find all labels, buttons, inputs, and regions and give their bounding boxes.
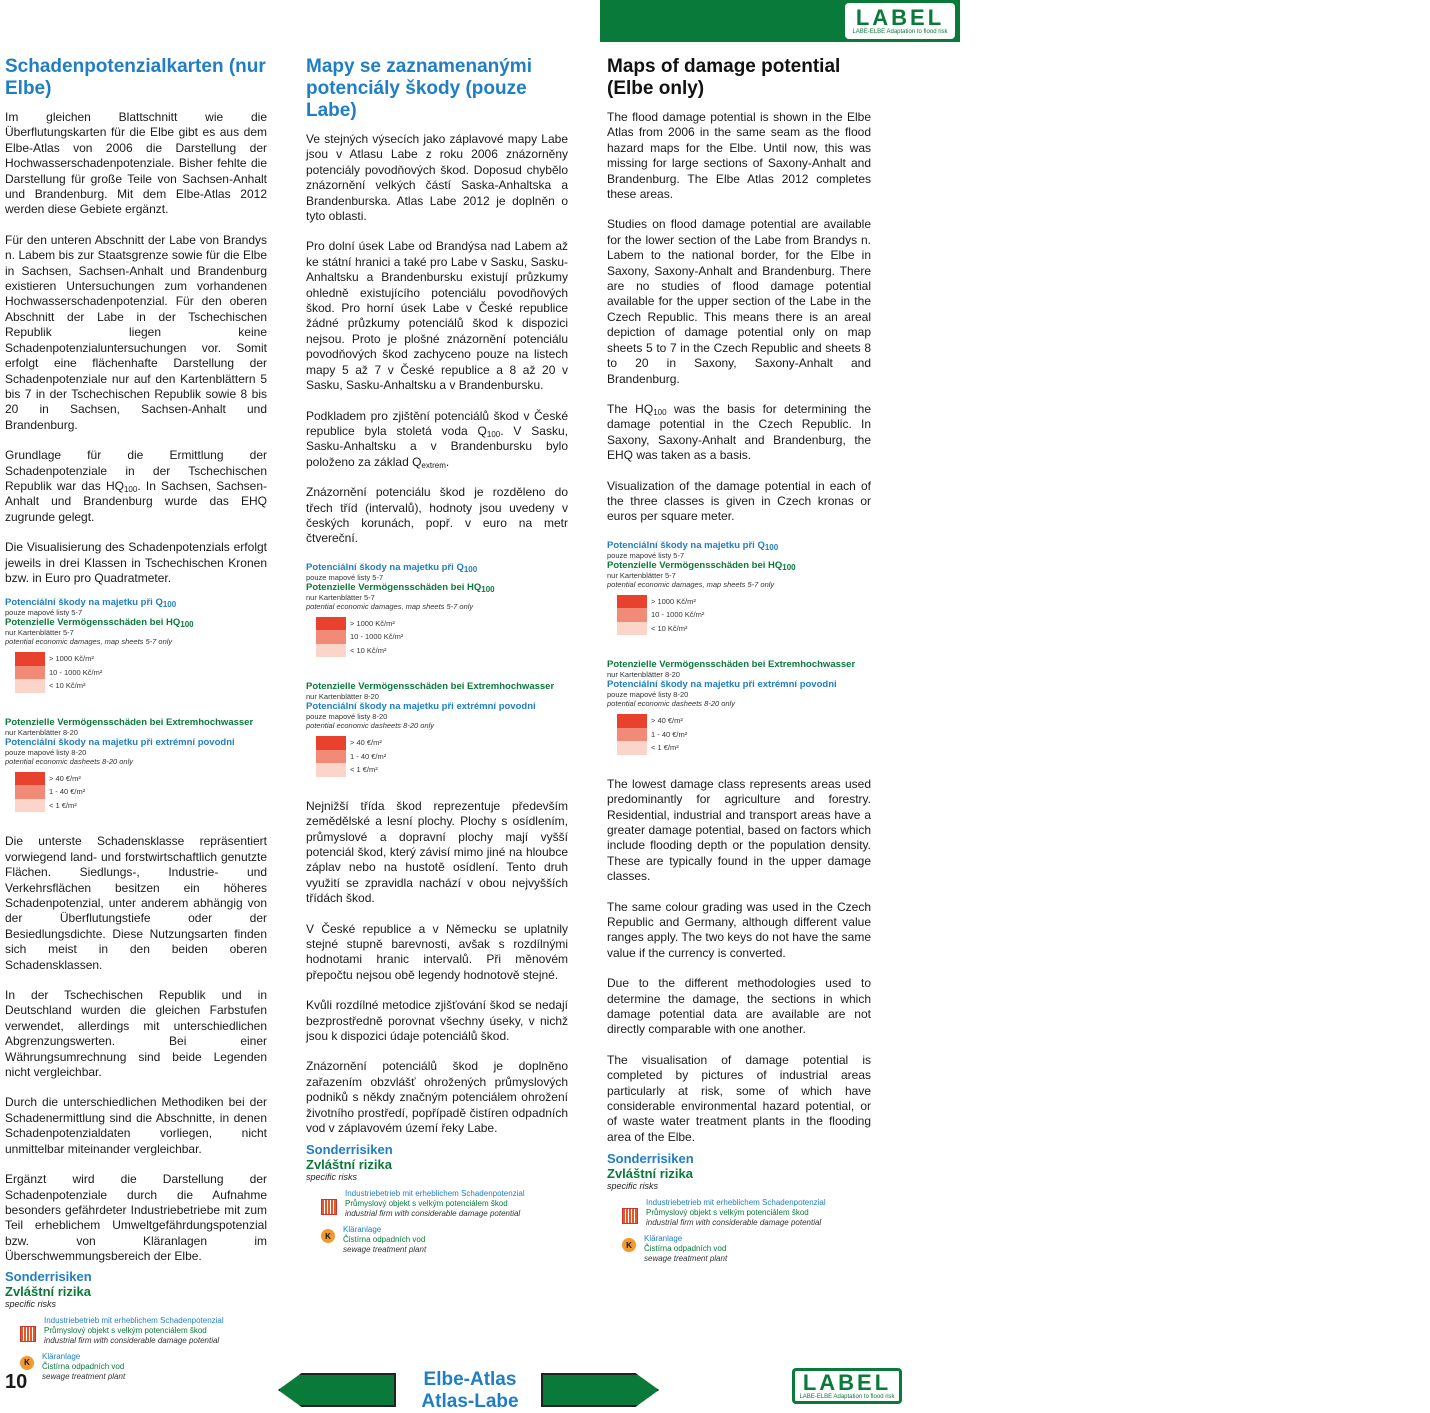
title-english: Maps of damage potential (Elbe only) xyxy=(607,56,841,99)
paragraph: Znázornění potenciálu škod je rozděleno do třech tříd (intervalů), hodnoty jsou uvedeny v českých korunách, popř. v euro na metr čtvereční. xyxy=(306,485,568,546)
swatch-mid xyxy=(316,630,346,644)
specific-risks-legend: Sonderrisiken Zvláštní rizika specific risks Industriebetrieb mit erheblichem Schadenpotenzial Průmyslový objekt s velkým potenciálem škod industrial firm with considerable damage potential K Kläranlage Čistírna odpadních vod sewage treatment plant xyxy=(607,1151,826,1264)
paragraph: Studies on flood damage potential are available for the lower section of the Labe from Brandys n. Labem to the national border, for the Elbe in Saxony, Saxony-Anhalt and Brandenburg. There are no studies of flood damage potential available for the upper section of the Labe in the Czech Republic. This means there is an areal depiction of damage potential only on map sheets 5 to 7 in the Czech Republic and sheets 8 to 20 in Saxony, Saxony-Anhalt and Brandenburg. xyxy=(607,217,871,386)
swatch-mid xyxy=(617,728,647,742)
sewage-plant-icon: K xyxy=(321,1229,335,1243)
column-english xyxy=(607,56,871,1264)
column-czech xyxy=(306,56,568,1255)
label-logo[interactable]: LABEL LABE-ELBE Adaptation to flood risk xyxy=(845,3,955,39)
factory-icon xyxy=(321,1199,337,1215)
paragraph: The $HQ_{100}$ was the basis for determining the damage potential in the Czech Republic. In Saxony, Saxony-Anhalt and Brandenburg, the EHQ was taken as a basis. xyxy=(607,401,871,463)
legend-extreme: Potenzielle Vermögensschäden bei Extremhochwasser nur Kartenblätter 8-20 Potenciální škody na majetku při extrémní povodni pouze mapové listy 8-20 potential economic dasheets 8-20 only > 40 €/m² 1 - 40 €/m² < 1 €/m² xyxy=(5,717,267,813)
top-nav xyxy=(1212,9,1430,31)
swatch-high xyxy=(316,617,346,631)
paragraph: Kvůli rozdílné metodice zjišťování škod se nedají bezprostředně porovnat všechny úseky, v nichž jsou k dispozici údaje potenciálů škod. xyxy=(306,998,568,1044)
paragraph: The lowest damage class represents areas used predominantly for agriculture and forestry. Residential, industrial and transport areas have a greater damage potential, based on factors which include flooding depth or the population density. These are typically found in the upper damage classes. xyxy=(607,776,871,884)
swatch-mid xyxy=(316,750,346,764)
paragraph: Visualization of the damage potential in each of the three classes is given in Czech kronas or euros per square meter. xyxy=(607,478,871,524)
paragraph: Due to the different methodologies used to determine the damage, the sections in which damage potential data are available are not directly comparable with one another. xyxy=(607,976,871,1037)
nav-obsah[interactable]: Obsah xyxy=(1280,9,1340,30)
legend-extreme: Potenzielle Vermögensschäden bei Extremhochwasser nur Kartenblätter 8-20 Potenciální škody na majetku při extrémní povodni pouze mapové listy 8-20 potential economic dasheets 8-20 only > 40 €/m² 1 - 40 €/m² < 1 €/m² xyxy=(607,659,871,755)
swatch-high xyxy=(617,595,647,609)
specific-risks-legend: Sonderrisiken Zvláštní rizika specific risks Industriebetrieb mit erheblichem Schadenpotenzial Průmyslový objekt s velkým potenciálem škod industrial firm with considerable damage potential K Kläranlage Čistírna odpadních vod sewage treatment plant xyxy=(306,1142,525,1255)
paragraph: Durch die unterschiedlichen Methodiken bei der Schadenermittlung sind die Abschnitte, in denen Schadenpotenzialdaten vorliegen, nicht unmittelbar miteinander vergleichbar. xyxy=(5,1095,267,1156)
nav-inhalt[interactable]: Inhalt xyxy=(1212,9,1263,30)
prev-page-arrow-icon[interactable] xyxy=(278,1373,396,1407)
legend-q100: Potenciální škody na majetku při $Q_{100}$ pouze mapové listy 5-7 Potenzielle Vermögensschäden bei $HQ_{100}$ nur Kartenblätter 5-7 potential economic damages, map sheets 5-7 only > 1000 Kč/m² 10 - 1000 Kč/m² < 10 Kč/m² xyxy=(5,597,267,693)
footer-title: Elbe-Atlas Atlas-Labe xyxy=(421,1369,519,1412)
title-czech: Mapy se zaznamenanými potenciály škody (pouze Labe) xyxy=(306,56,532,121)
sewage-plant-icon: K xyxy=(20,1356,34,1370)
factory-icon xyxy=(20,1326,36,1342)
paragraph: Nejnižší třída škod reprezentuje především zemědělské a lesní plochy. Plochy s osídlením, průmyslové a dopravní plochy mají vyšší potenciál škod, který závisí mimo jiné na hloubce záplav nebo na hustotě osídlení. Tento druh využití se zpravidla nachází v obou nejvyšších třídách škod. xyxy=(306,798,568,906)
swatch-low xyxy=(617,622,647,636)
swatch-high xyxy=(617,714,647,728)
paragraph: V České republice a v Německu se uplatnily stejné stupně barevnosti, avšak s rozdílnými hodnotami hranic intervalů. Při měnovém přepočtu nejsou obě legendy hodnotově stejné. xyxy=(306,921,568,982)
swatch-high xyxy=(15,652,45,666)
column-german xyxy=(5,56,267,1382)
paragraph: Für den unteren Abschnitt der Labe von Brandys n. Labem bis zur Staatsgrenze sowie für die Elbe in Sachsen, Sachsen-Anhalt und Brandenburg existieren Untersuchungen zum vorhandenen Hochwasserschadenpotenzial. Für den oberen Abschnitt der Labe in der Tschechischen Republik liegen keine Schadenpotenzialuntersuchungen vor. Somit erfolgt eine flächenhafte Darstellung der Schadenpotenziale nur auf den Kartenblättern 5 bis 7 in der Tschechischen Republik sowie 8 bis 20 in Sachsen, Sachsen-Anhalt und Brandenburg. xyxy=(5,232,267,432)
page-number: 10 xyxy=(5,1371,28,1393)
paragraph: In der Tschechischen Republik und in Deutschland wurden die gleichen Farbstufen verwendet, allerdings mit unterschiedlichen Abgrenzungswerten. Bei einer Währungsumrechnung sind beide Legenden nicht vergleichbar. xyxy=(5,988,267,1080)
title-german: Schadenpotenzialkarten (nur Elbe) xyxy=(5,56,266,99)
paragraph: Podkladem pro zjištění potenciálů škod v České republice byla stoletá voda $Q_{100}$. V Sasku, Sasku-Anhaltsku a v Brandenbursku bylo položeno za základ $Q_{extrem}$. xyxy=(306,408,568,470)
paragraph: The flood damage potential is shown in the Elbe Atlas from 2006 in the same seam as the flood hazard maps for the Elbe. Until now, this was missing for large sections of Saxony-Anhalt and Brandenburg. The Elbe Atlas 2012 completes these areas. xyxy=(607,110,871,202)
legend-q100: Potenciální škody na majetku při $Q_{100}$ pouze mapové listy 5-7 Potenzielle Vermögensschäden bei $HQ_{100}$ nur Kartenblätter 5-7 potential economic damages, map sheets 5-7 only > 1000 Kč/m² 10 - 1000 Kč/m² < 10 Kč/m² xyxy=(607,540,871,636)
next-page-arrow-icon[interactable] xyxy=(541,1373,659,1407)
swatch-high xyxy=(316,736,346,750)
paragraph: Ergänzt wird die Darstellung der Schadenpotenziale durch die Aufnahme besonders gefährdeter Industriebetriebe mit zum Teil erheblichem Umweltgefährdungspotenzial bzw. von Kläranlagen im Überschwemmungsbereich der Elbe. xyxy=(5,1172,267,1264)
swatch-mid xyxy=(15,666,45,680)
paragraph: Im gleichen Blattschnitt wie die Überflutungskarten für die Elbe gibt es aus dem Elbe-Atlas von 2006 die Darstellung der Hochwasserschadenpotenziale. Bisher fehlte die Darstellung für große Teile von Sachsen-Anhalt und Brandenburg. Mit dem Elbe-Atlas 2012 werden diese Gebiete ergänzt. xyxy=(5,110,267,217)
paragraph: Die unterste Schadensklasse repräsentiert vorwiegend land- und forstwirtschaftlich genutzte Flächen. Siedlungs-, Industrie- und Verkehrsflächen besitzen ein höheres Schadenpotenzial, unter anderem abhängig von der Überflutungstiefe oder der Besiedlungsdichte. Diese Nutzungsarten finden sich meist in den beiden oberen Schadensklassen. xyxy=(5,834,267,972)
swatch-mid xyxy=(617,608,647,622)
swatch-low xyxy=(316,763,346,777)
paragraph: Grundlage für die Ermittlung der Schadenpotenziale in der Tschechischen Republik war das $HQ_{100}$. In Sachsen, Sachsen-Anhalt und Brandenburg wurde das EHQ zugrunde gelegt. xyxy=(5,448,267,524)
legend-extreme: Potenzielle Vermögensschäden bei Extremhochwasser nur Kartenblätter 8-20 Potenciální škody na majetku při extrémní povodni pouze mapové listy 8-20 potential economic dasheets 8-20 only > 40 €/m² 1 - 40 €/m² < 1 €/m² xyxy=(306,681,568,777)
paragraph: Pro dolní úsek Labe od Brandýsa nad Labem až ke státní hranici a také pro Labe v Sasku, Sasku-Anhaltsku a Brandenbursku existují průzkumy ohledně existujícího potenciálu povodňových škod. Pro horní úsek Labe v České republice žádné průzkumy potenciálů škod k dispozici nejsou. Proto je plošné znázornění potenciálu povodňových škod zachyceno pouze na listech mapy 5 až 7 v České republice a 8 až 20 v Sasku, Sasku-Anhaltsku a v Brandenbursku. xyxy=(306,239,568,393)
swatch-mid xyxy=(15,785,45,799)
paragraph: Znázornění potenciálů škod je doplněno zařazením obzvlášť ohrožených průmyslových podniků s někdy značným potenciálem ohrožení životního prostředí, popřípadě čistíren odpadních vod v záplavovém území řeky Labe. xyxy=(306,1059,568,1136)
swatch-low xyxy=(316,644,346,658)
paragraph: The visualisation of damage potential is completed by pictures of industrial areas particularly at risk, some of which have considerable environmental hazard potential, or of waste water treatment plants in the flooding area of the Elbe. xyxy=(607,1052,871,1144)
swatch-low xyxy=(617,741,647,755)
paragraph: The same colour grading was used in the Czech Republic and Germany, although different value ranges apply. The two keys do not have the same value if the currency is converted. xyxy=(607,899,871,960)
nav-content[interactable]: Content xyxy=(1357,9,1430,30)
specific-risks-legend: Sonderrisiken Zvláštní rizika specific risks Industriebetrieb mit erheblichem Schadenpotenzial Průmyslový objekt s velkým potenciálem škod industrial firm with considerable damage potential K Kläranlage Čistírna odpadních vod sewage treatment plant xyxy=(5,1268,224,1381)
sewage-plant-icon: K xyxy=(622,1238,636,1252)
label-logo-footer[interactable]: LABEL LABE-ELBE Adaptation to flood risk xyxy=(792,1368,902,1404)
swatch-low xyxy=(15,679,45,693)
paragraph: Die Visualisierung des Schadenpotenzials erfolgt jeweils in drei Klassen in Tschechischen Kronen bzw. in Euro pro Quadratmeter. xyxy=(5,540,267,585)
factory-icon xyxy=(622,1208,638,1224)
swatch-low xyxy=(15,799,45,813)
legend-q100: Potenciální škody na majetku při $Q_{100}$ pouze mapové listy 5-7 Potenzielle Vermögensschäden bei $HQ_{100}$ nur Kartenblätter 5-7 potential economic damages, map sheets 5-7 only > 1000 Kč/m² 10 - 1000 Kč/m² < 10 Kč/m² xyxy=(306,562,568,658)
swatch-high xyxy=(15,772,45,786)
paragraph: Ve stejných výsecích jako záplavové mapy Labe jsou v Atlasu Labe z roku 2006 znázorněny potenciály povodňových škod. Doposud chybělo znázornění velkých částí Saska-Anhaltska a Brandenburska. Atlas Labe 2012 je doplněn o tyto oblasti. xyxy=(306,132,568,224)
